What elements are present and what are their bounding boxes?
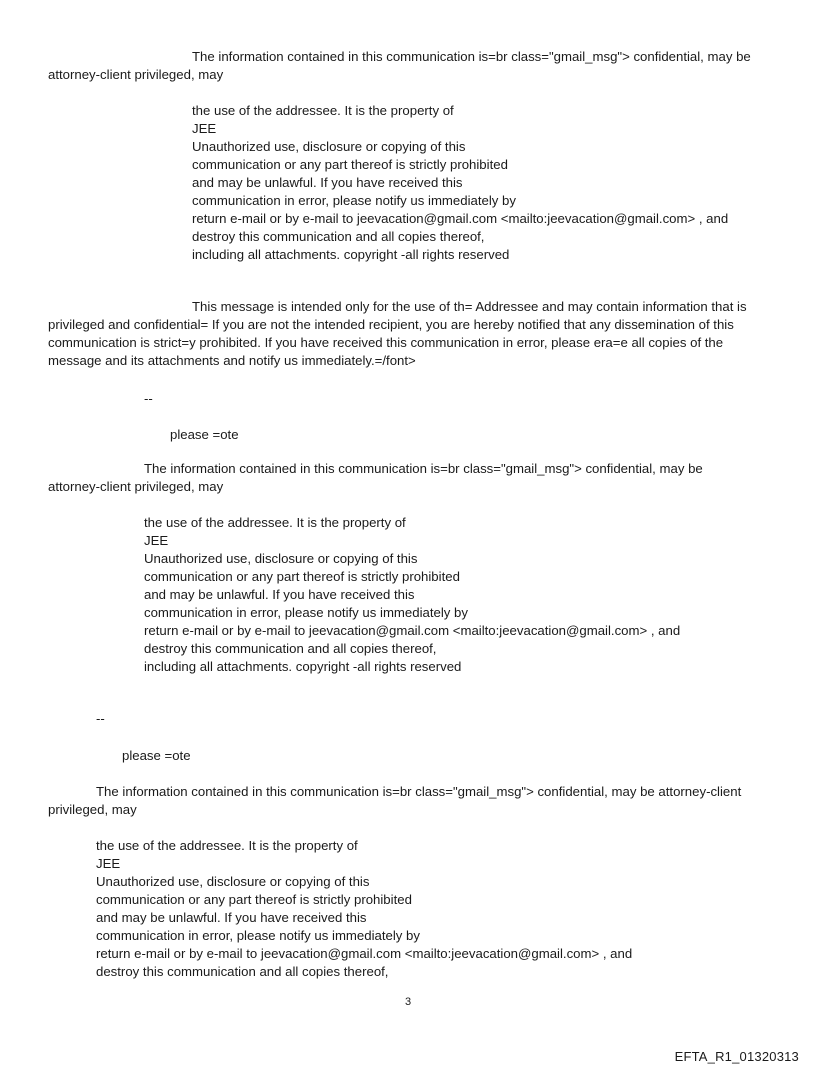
text-line: JEE (96, 856, 121, 871)
text-line: return e-mail or by e-mail to jeevacation@gmail.com <mailto:jeevacation@gmail.com> , and (144, 623, 681, 638)
text-line: communication is strict=y prohibited. If you have received this communication in error, please era=e all copies of the (48, 335, 724, 350)
text-line: destroy this communication and all copies thereof, (192, 229, 485, 244)
text-line: return e-mail or by e-mail to jeevacation@gmail.com <mailto:jeevacation@gmail.com> , and (192, 211, 729, 226)
text-line: attorney-client privileged, may (48, 479, 224, 494)
disclaimer-paragraph (48, 460, 788, 496)
bates-number: EFTA_R1_01320313 (674, 1049, 799, 1064)
text-line: This message is intended only for the use of th= Addressee and may contain information that is (192, 299, 747, 314)
text-line: privileged and confidential= If you are not the intended recipient, you are hereby notified that any dissemination of this (48, 317, 734, 332)
text-line: Unauthorized use, disclosure or copying of this (144, 551, 418, 566)
text-line: and may be unlawful. If you have received this (192, 175, 463, 190)
signature-separator (96, 710, 105, 728)
disclaimer-paragraph (48, 48, 788, 84)
text-line: message and its attachments and notify us immediately.=/font> (48, 353, 416, 368)
text-line: communication in error, please notify us immediately by (144, 605, 468, 620)
text-line: including all attachments. copyright -all rights reserved (192, 247, 510, 262)
text-line: Unauthorized use, disclosure or copying of this (192, 139, 466, 154)
text-line: Unauthorized use, disclosure or copying of this (96, 874, 370, 889)
text-line: destroy this communication and all copies thereof, (144, 641, 437, 656)
signature-separator (144, 390, 153, 408)
text-line: communication or any part thereof is strictly prohibited (144, 569, 460, 584)
page-number: 3 (404, 996, 412, 1008)
text-line: communication in error, please notify us immediately by (192, 193, 516, 208)
text-line: -- (144, 391, 153, 406)
text-line: please =ote (122, 748, 191, 763)
disclaimer-paragraph (48, 783, 788, 819)
text-line: and may be unlawful. If you have received this (144, 587, 415, 602)
text-line: the use of the addressee. It is the property of (144, 515, 406, 530)
text-line: JEE (192, 121, 217, 136)
text-line: including all attachments. copyright -all rights reserved (144, 659, 462, 674)
text-line: the use of the addressee. It is the property of (96, 838, 358, 853)
text-line: the use of the addressee. It is the property of (192, 103, 454, 118)
text-line: The information contained in this communication is=br class="gmail_msg"> confidential, may be (192, 49, 751, 64)
text-line: The information contained in this communication is=br class="gmail_msg"> confidential, may be attorney-client (96, 784, 742, 799)
confidentiality-paragraph (48, 298, 788, 370)
text-line: communication in error, please notify us immediately by (96, 928, 420, 943)
text-line: and may be unlawful. If you have received this (96, 910, 367, 925)
text-line: -- (96, 711, 105, 726)
disclaimer-block (192, 102, 728, 264)
note-line (122, 747, 191, 765)
text-line: JEE (144, 533, 169, 548)
note-line (170, 426, 239, 444)
text-line: attorney-client privileged, may (48, 67, 224, 82)
text-line: The information contained in this communication is=br class="gmail_msg"> confidential, may be (144, 461, 703, 476)
text-line: communication or any part thereof is strictly prohibited (96, 892, 412, 907)
text-line: destroy this communication and all copies thereof, (96, 964, 389, 979)
disclaimer-block (96, 837, 632, 981)
text-line: privileged, may (48, 802, 137, 817)
text-line: please =ote (170, 427, 239, 442)
disclaimer-block (144, 514, 680, 676)
text-line: communication or any part thereof is strictly prohibited (192, 157, 508, 172)
text-line: return e-mail or by e-mail to jeevacation@gmail.com <mailto:jeevacation@gmail.com> , and (96, 946, 633, 961)
